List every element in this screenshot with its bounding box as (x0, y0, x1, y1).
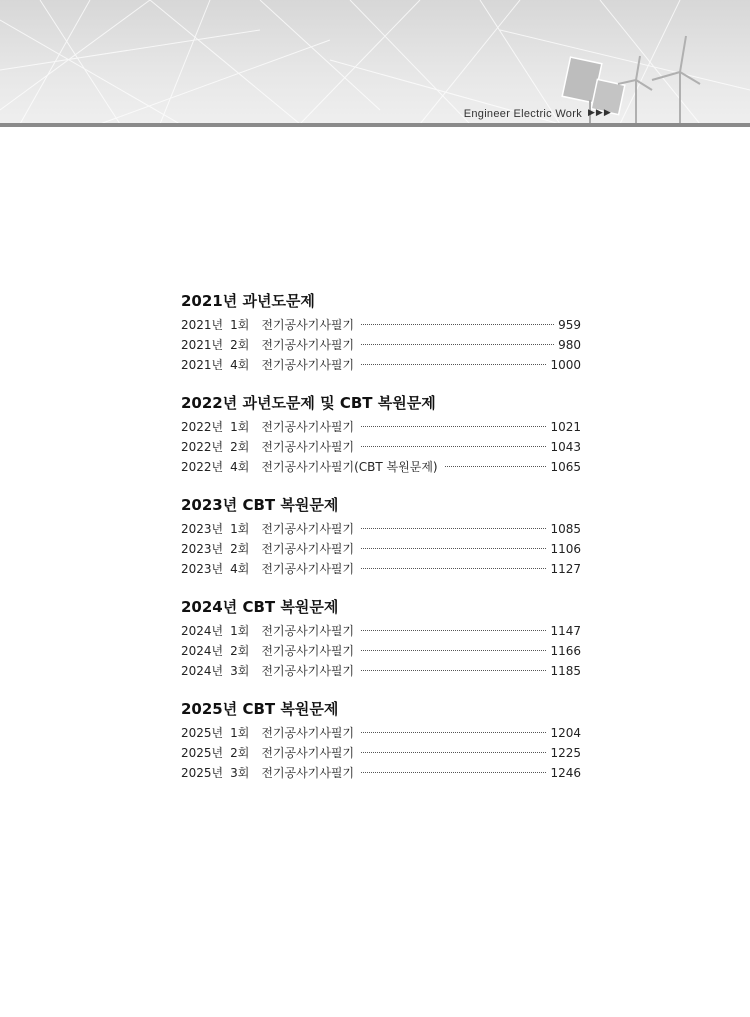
section-title: 2024년 CBT 복원문제 (181, 598, 339, 616)
entry-year: 2023년 (181, 542, 224, 556)
entry-year: 2021년 (181, 318, 224, 332)
entry-title: 전기공사기사필기 (261, 624, 355, 638)
toc-entry[interactable] (181, 457, 581, 477)
toc-section (181, 596, 581, 681)
entry-title: 전기공사기사필기 (261, 644, 355, 658)
header-divider (0, 123, 750, 127)
entry-round: 4회 (230, 562, 250, 576)
entry-page-number: 1204 (550, 726, 581, 740)
entry-round: 1회 (230, 318, 250, 332)
toc-entry[interactable] (181, 743, 581, 763)
entry-page-number: 1043 (550, 440, 581, 454)
entry-page-number: 1246 (550, 766, 581, 780)
dot-leader (361, 670, 546, 671)
toc-entry[interactable] (181, 559, 581, 579)
entry-year: 2021년 (181, 338, 224, 352)
entry-round: 3회 (230, 766, 250, 780)
entry-round: 2회 (230, 338, 250, 352)
entry-title: 전기공사기사필기 (261, 746, 355, 760)
dot-leader (361, 772, 546, 773)
entry-title: 전기공사기사필기 (261, 440, 355, 454)
section-title: 2023년 CBT 복원문제 (181, 496, 339, 514)
header-series-label: Engineer Electric Work (463, 108, 582, 120)
toc-entry[interactable] (181, 723, 581, 743)
entry-year: 2024년 (181, 644, 224, 658)
wind-turbine-icon (618, 36, 700, 124)
dot-leader (361, 630, 546, 631)
entry-page-number: 1085 (550, 522, 581, 536)
dot-leader (361, 446, 546, 447)
dot-leader (361, 548, 546, 549)
toc-section (181, 392, 581, 477)
toc-entry[interactable] (181, 335, 581, 355)
dot-leader (361, 324, 554, 325)
entry-year: 2022년 (181, 420, 224, 434)
entry-page-number: 1185 (550, 664, 581, 678)
toc-entry[interactable] (181, 519, 581, 539)
toc-entry[interactable] (181, 621, 581, 641)
toc-entry[interactable] (181, 355, 581, 375)
dot-leader (361, 364, 546, 365)
entry-page-number: 980 (558, 338, 581, 352)
entry-round: 1회 (230, 420, 250, 434)
toc-entry[interactable] (181, 315, 581, 335)
entry-title: 전기공사기사필기 (261, 318, 355, 332)
entry-title: 전기공사기사필기 (261, 562, 355, 576)
dot-leader (361, 344, 554, 345)
entry-page-number: 1166 (550, 644, 581, 658)
entry-title: 전기공사기사필기 (261, 766, 355, 780)
entry-year: 2024년 (181, 624, 224, 638)
dot-leader (361, 752, 546, 753)
entry-page-number: 959 (558, 318, 581, 332)
entry-page-number: 1021 (550, 420, 581, 434)
entry-round: 4회 (230, 460, 250, 474)
entry-year: 2022년 (181, 460, 224, 474)
entry-year: 2021년 (181, 358, 224, 372)
toc-entry[interactable] (181, 417, 581, 437)
entry-round: 1회 (230, 624, 250, 638)
toc-section (181, 290, 581, 375)
entry-page-number: 1225 (550, 746, 581, 760)
toc-entry[interactable] (181, 641, 581, 661)
dot-leader (361, 732, 546, 733)
header-background-graphic (0, 0, 750, 124)
entry-round: 3회 (230, 664, 250, 678)
section-title: 2025년 CBT 복원문제 (181, 700, 339, 718)
entry-year: 2025년 (181, 746, 224, 760)
section-title: 2022년 과년도문제 및 CBT 복원문제 (181, 394, 436, 412)
entry-round: 2회 (230, 542, 250, 556)
dot-leader (445, 466, 547, 467)
entry-round: 1회 (230, 522, 250, 536)
entry-title: 전기공사기사필기 (261, 358, 355, 372)
entry-year: 2023년 (181, 522, 224, 536)
entry-title: 전기공사기사필기 (261, 726, 355, 740)
entry-title: 전기공사기사필기 (261, 664, 355, 678)
toc-entry[interactable] (181, 661, 581, 681)
dot-leader (361, 650, 546, 651)
entry-round: 2회 (230, 440, 250, 454)
entry-title: 전기공사기사필기 (261, 338, 355, 352)
dot-leader (361, 528, 546, 529)
entry-year: 2023년 (181, 562, 224, 576)
dot-leader (361, 568, 546, 569)
toc-entry[interactable] (181, 763, 581, 783)
page-header (0, 0, 750, 124)
entry-round: 4회 (230, 358, 250, 372)
toc-entry[interactable] (181, 437, 581, 457)
entry-page-number: 1147 (550, 624, 581, 638)
entry-year: 2025년 (181, 726, 224, 740)
entry-page-number: 1127 (550, 562, 581, 576)
entry-page-number: 1106 (550, 542, 581, 556)
entry-round: 2회 (230, 746, 250, 760)
entry-title: 전기공사기사필기(CBT 복원문제) (261, 460, 438, 474)
entry-round: 2회 (230, 644, 250, 658)
toc-section (181, 698, 581, 783)
toc-entry[interactable] (181, 539, 581, 559)
section-title: 2021년 과년도문제 (181, 292, 315, 310)
table-of-contents (181, 290, 581, 800)
dot-leader (361, 426, 546, 427)
entry-page-number: 1000 (550, 358, 581, 372)
entry-page-number: 1065 (550, 460, 581, 474)
entry-round: 1회 (230, 726, 250, 740)
entry-year: 2025년 (181, 766, 224, 780)
entry-year: 2024년 (181, 664, 224, 678)
entry-year: 2022년 (181, 440, 224, 454)
entry-title: 전기공사기사필기 (261, 522, 355, 536)
header-arrows-icon: ▶▶▶ (588, 108, 612, 118)
entry-title: 전기공사기사필기 (261, 420, 355, 434)
entry-title: 전기공사기사필기 (261, 542, 355, 556)
toc-section (181, 494, 581, 579)
